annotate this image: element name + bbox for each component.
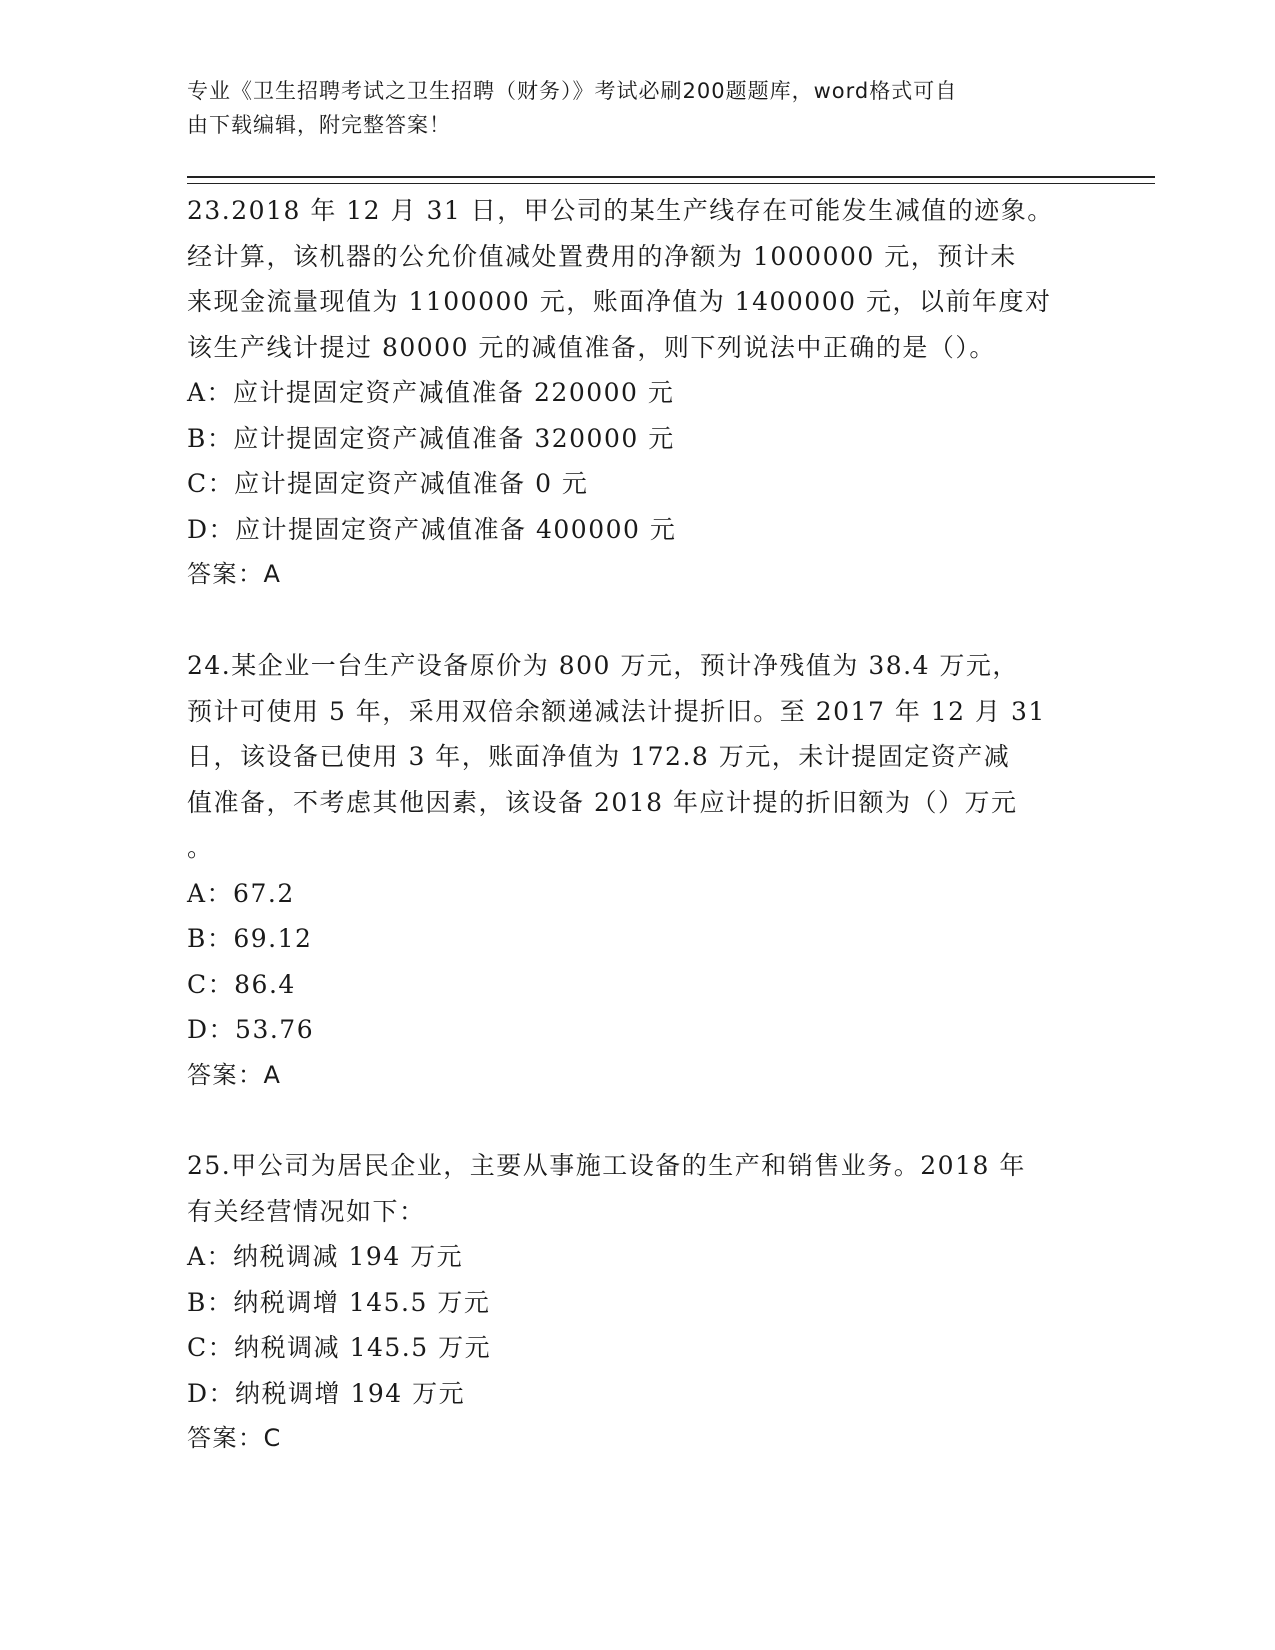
question-23 xyxy=(187,188,1087,598)
question-stem-line: 24.某企业一台生产设备原价为 800 万元，预计净残值为 38.4 万元， xyxy=(187,651,1019,680)
option-a: A：67.2 xyxy=(187,878,295,908)
header-divider-thin xyxy=(187,183,1155,184)
option-a: A：纳税调减 194 万元 xyxy=(187,1242,464,1271)
option-c: C：应计提固定资产减值准备 0 元 xyxy=(187,469,589,498)
option-c: C：纳税调减 145.5 万元 xyxy=(187,1333,492,1362)
option-a: A：应计提固定资产减值准备 220000 元 xyxy=(187,378,675,407)
question-stem-line: 25.甲公司为居民企业，主要从事施工设备的生产和销售业务。2018 年 xyxy=(187,1151,1026,1180)
option-d: D：纳税调增 194 万元 xyxy=(187,1378,466,1408)
question-24 xyxy=(187,643,1087,1098)
option-d: D：应计提固定资产减值准备 400000 元 xyxy=(187,514,677,544)
question-stem-line: 有关经营情况如下： xyxy=(187,1196,426,1226)
question-stem-line: 值准备，不考虑其他因素，该设备 2018 年应计提的折旧额为（）万元 xyxy=(187,787,1018,817)
question-stem-line: 来现金流量现值为 1100000 元，账面净值为 1400000 元，以前年度对 xyxy=(187,287,1052,316)
option-b: B：纳税调增 145.5 万元 xyxy=(187,1287,491,1317)
answer: 答案：C xyxy=(187,1424,282,1452)
question-stem-line: 。 xyxy=(187,833,214,862)
question-stem-line: 日，该设备已使用 3 年，账面净值为 172.8 万元，未计提固定资产减 xyxy=(187,742,1011,771)
option-b: B：69.12 xyxy=(187,924,313,953)
option-c: C：86.4 xyxy=(187,969,296,999)
question-stem-line: 预计可使用 5 年，采用双倍余额递减法计提折旧。至 2017 年 12 月 31 xyxy=(187,696,1046,726)
answer: 答案：A xyxy=(187,560,282,588)
header-divider-thick xyxy=(187,176,1155,178)
question-25 xyxy=(187,1143,1087,1462)
header-line-1: 专业《卫生招聘考试之卫生招聘（财务）》考试必刷200题题库，word格式可自 xyxy=(187,79,958,103)
question-stem-line: 23.2018 年 12 月 31 日，甲公司的某生产线存在可能发生减值的迹象。 xyxy=(187,196,1054,225)
question-stem-line: 该生产线计提过 80000 元的减值准备，则下列说法中正确的是（）。 xyxy=(187,332,996,362)
question-stem-line: 经计算，该机器的公允价值减处置费用的净额为 1000000 元，预计未 xyxy=(187,241,1017,271)
option-d: D：53.76 xyxy=(187,1015,315,1044)
header-line-2: 由下载编辑，附完整答案！ xyxy=(187,113,451,137)
option-b: B：应计提固定资产减值准备 320000 元 xyxy=(187,423,675,453)
document-header xyxy=(187,74,1067,142)
answer: 答案：A xyxy=(187,1060,282,1089)
